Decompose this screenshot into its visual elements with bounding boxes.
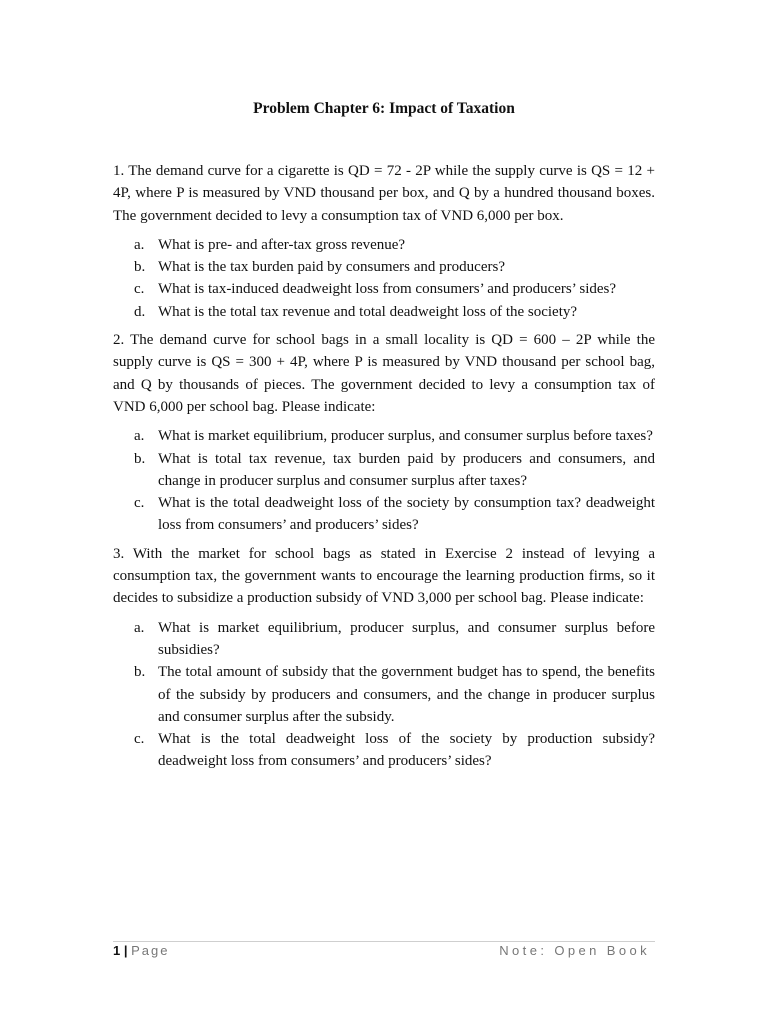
question-text: What is tax-induced deadweight loss from consumers’ and producers’ sides? [158,281,617,298]
list-item [113,448,655,493]
list-marker: d. [134,303,146,320]
list-item [113,278,655,300]
list-marker: c. [134,731,145,748]
problem-1-text: 1. The demand curve for a cigarette is QD = 72 - 2P while the supply curve is QS = 12 + 4P, where P is measured by VND thousand per box, and Q by a hundred thousand boxes. The government decided to levy a consumption tax of VND 6,000 per box. [113,163,655,224]
question-text: What is market equilibrium, producer surplus, and consumer surplus before subsidies? [158,619,655,658]
question-text: What is the total deadweight loss of the society by production subsidy? deadweight loss from consumers’ and producers’ sides? [158,731,655,770]
document-body [113,160,655,779]
page-word: Page [131,943,170,958]
list-marker: b. [134,259,146,276]
problem-3-questions [113,617,655,773]
footer-divider [113,941,655,942]
question-text: What is total tax revenue, tax burden paid by producers and consumers, and change in producer surplus and consumer surplus after taxes? [158,450,655,489]
list-marker: c. [134,281,145,298]
list-item [113,256,655,278]
list-marker: a. [134,619,145,636]
question-text: What is the total tax revenue and total deadweight loss of the society? [158,303,578,320]
list-item [113,661,655,728]
document-title: Problem Chapter 6: Impact of Taxation [253,100,515,117]
footer-page-label [113,943,170,958]
list-item [113,234,655,256]
list-item [113,425,655,447]
list-item [113,492,655,537]
problem-1-questions [113,234,655,323]
list-marker: c. [134,495,145,512]
problem-2-questions [113,425,655,536]
question-text: What is the total deadweight loss of the society by consumption tax? deadweight loss from consumers’ and producers’ sides? [158,495,655,534]
problem-2-text: 2. The demand curve for school bags in a small locality is QD = 600 – 2P while the supply curve is QS = 300 + 4P, where P is measured by VND thousand per school bag, and Q by thousands of pieces. The government decided to levy a consumption tax of VND 6,000 per school bag. Please indicate: [113,332,655,415]
list-item [113,617,655,662]
page-separator: | [123,943,128,958]
question-text: The total amount of subsidy that the government budget has to spend, the benefits of the subsidy by producers and consumers, and the change in producer surplus and consumer surplus after the subsidy. [158,664,655,725]
list-item [113,301,655,323]
list-marker: a. [134,236,145,253]
list-marker: b. [134,450,146,467]
page-number: 1 [113,943,121,958]
question-text: What is pre- and after-tax gross revenue? [158,236,406,253]
list-marker: a. [134,428,145,445]
problem-3-text: 3. With the market for school bags as stated in Exercise 2 instead of levying a consumption tax, the government wants to encourage the learning production firms, so it decides to subsidize a production subsidy of VND 3,000 per school bag. Please indicate: [113,545,655,607]
question-text: What is market equilibrium, producer surplus, and consumer surplus before taxes? [158,428,653,445]
list-item [113,728,655,773]
footer-note: Note: Open Book [499,943,650,958]
list-marker: b. [134,664,146,681]
question-text: What is the tax burden paid by consumers and producers? [158,259,505,276]
